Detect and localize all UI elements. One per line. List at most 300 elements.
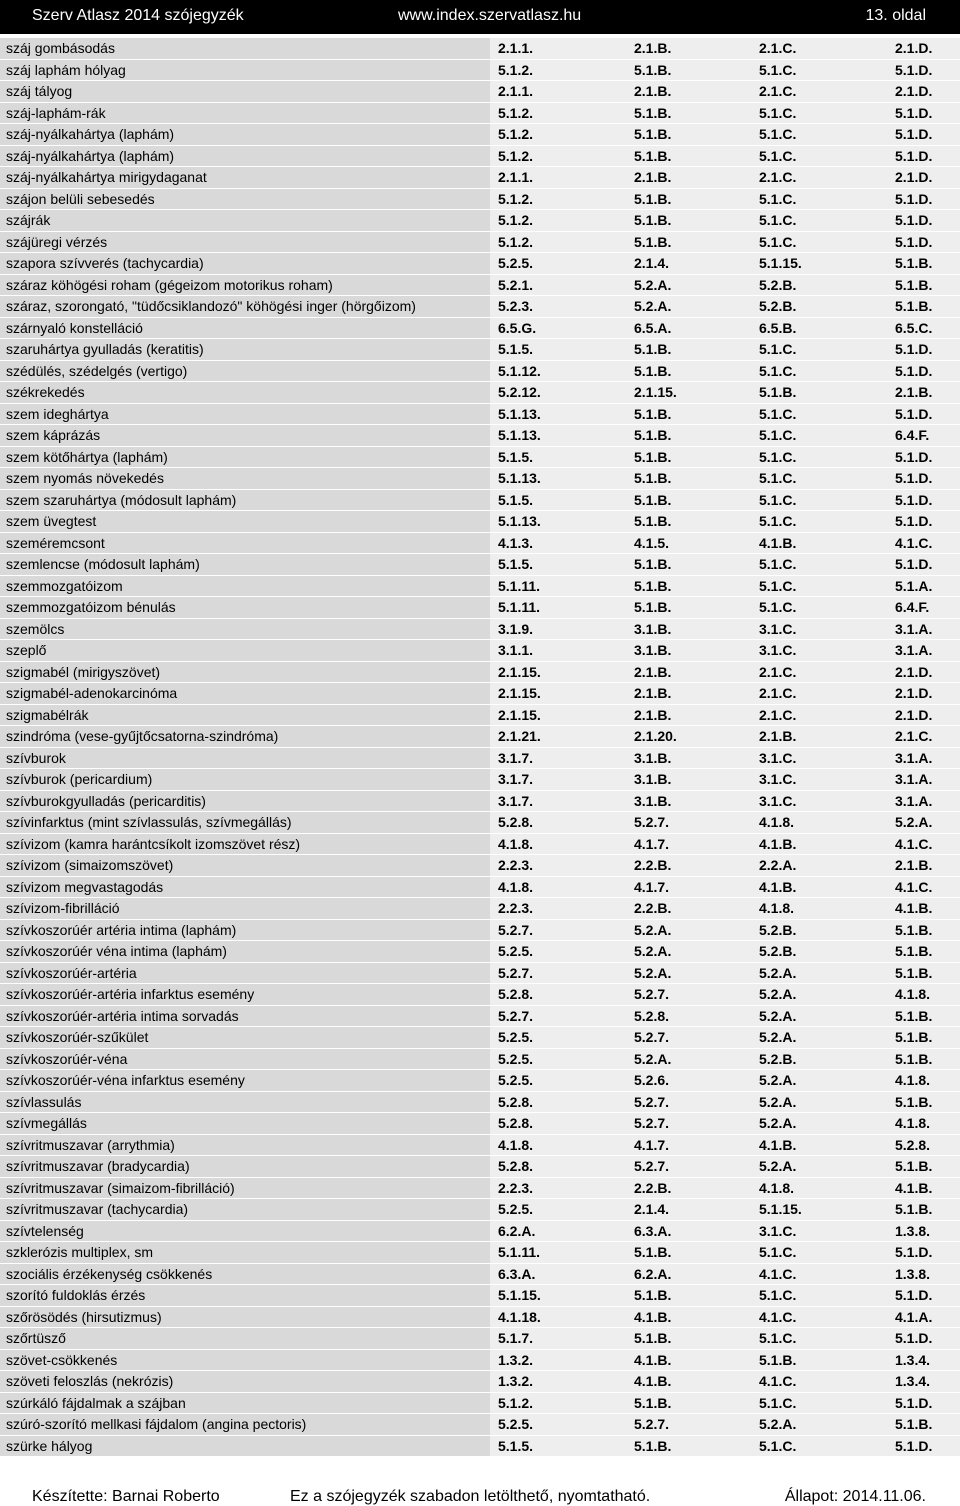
code-cell-1: 3.1.1. <box>490 640 598 662</box>
term-cell: szindróma (vese-gyűjtőcsatorna-szindróma) <box>0 726 490 748</box>
code-cell-4: 2.1.D. <box>835 661 960 683</box>
term-cell: szívmegállás <box>0 1113 490 1135</box>
term-cell: szklerózis multiplex, sm <box>0 1242 490 1264</box>
table-row <box>0 532 960 554</box>
term-cell: szemmozgatóizom <box>0 575 490 597</box>
code-cell-3: 4.1.B. <box>715 1134 835 1156</box>
code-cell-1: 3.1.7. <box>490 769 598 791</box>
code-cell-4: 1.3.8. <box>835 1220 960 1242</box>
code-cell-2: 2.2.B. <box>598 1177 715 1199</box>
code-cell-2: 5.2.7. <box>598 1091 715 1113</box>
term-cell: szemlencse (módosult laphám) <box>0 554 490 576</box>
code-cell-1: 5.2.5. <box>490 1027 598 1049</box>
term-cell: szívkoszorúér véna intima (laphám) <box>0 941 490 963</box>
term-cell: szapora szívverés (tachycardia) <box>0 253 490 275</box>
code-cell-4: 5.1.B. <box>835 919 960 941</box>
table-row <box>0 1091 960 1113</box>
table-row <box>0 231 960 253</box>
code-cell-2: 2.1.B. <box>598 167 715 189</box>
code-cell-1: 2.1.1. <box>490 167 598 189</box>
code-cell-1: 5.1.12. <box>490 360 598 382</box>
code-cell-3: 5.1.15. <box>715 253 835 275</box>
code-cell-2: 5.2.8. <box>598 1005 715 1027</box>
code-cell-4: 4.1.B. <box>835 1177 960 1199</box>
table-row <box>0 468 960 490</box>
code-cell-1: 5.1.2. <box>490 188 598 210</box>
table-row <box>0 124 960 146</box>
code-cell-1: 5.2.12. <box>490 382 598 404</box>
code-cell-2: 2.1.B. <box>598 38 715 59</box>
code-cell-4: 5.1.D. <box>835 360 960 382</box>
table-row <box>0 747 960 769</box>
code-cell-3: 5.1.C. <box>715 339 835 361</box>
table-row <box>0 1306 960 1328</box>
table-row <box>0 382 960 404</box>
code-cell-3: 3.1.C. <box>715 618 835 640</box>
code-cell-3: 2.1.C. <box>715 38 835 59</box>
code-cell-1: 5.1.13. <box>490 511 598 533</box>
table-row <box>0 726 960 748</box>
code-cell-2: 5.1.B. <box>598 511 715 533</box>
table-row <box>0 489 960 511</box>
term-cell: szem ideghártya <box>0 403 490 425</box>
table-row <box>0 1113 960 1135</box>
code-cell-4: 5.1.D. <box>835 1392 960 1414</box>
code-cell-4: 5.1.D. <box>835 124 960 146</box>
term-cell: szaruhártya gyulladás (keratitis) <box>0 339 490 361</box>
code-cell-1: 4.1.18. <box>490 1306 598 1328</box>
table-row <box>0 898 960 920</box>
table-row <box>0 1414 960 1436</box>
code-cell-4: 4.1.C. <box>835 833 960 855</box>
footer-author: Készítette: Barnai Roberto <box>32 1488 220 1505</box>
code-cell-2: 5.2.7. <box>598 1027 715 1049</box>
code-cell-4: 5.1.B. <box>835 941 960 963</box>
code-cell-3: 3.1.C. <box>715 790 835 812</box>
code-cell-4: 2.1.D. <box>835 38 960 59</box>
code-cell-4: 5.1.D. <box>835 1285 960 1307</box>
header-page-number: 13. oldal <box>865 7 926 24</box>
code-cell-1: 4.1.8. <box>490 876 598 898</box>
table-row <box>0 1134 960 1156</box>
table-row <box>0 210 960 232</box>
term-cell: szemölcs <box>0 618 490 640</box>
table-row <box>0 360 960 382</box>
term-cell: szívtelenség <box>0 1220 490 1242</box>
table-row <box>0 597 960 619</box>
table-row <box>0 855 960 877</box>
code-cell-4: 3.1.A. <box>835 640 960 662</box>
code-cell-4: 5.1.B. <box>835 1414 960 1436</box>
code-cell-1: 5.1.5. <box>490 1435 598 1457</box>
term-cell: szívritmuszavar (bradycardia) <box>0 1156 490 1178</box>
code-cell-3: 2.1.C. <box>715 704 835 726</box>
code-cell-3: 5.2.A. <box>715 1091 835 1113</box>
code-cell-3: 5.1.C. <box>715 489 835 511</box>
term-cell: száj laphám hólyag <box>0 59 490 81</box>
code-cell-4: 4.1.C. <box>835 876 960 898</box>
code-cell-1: 5.1.2. <box>490 124 598 146</box>
term-cell: szívkoszorúér-véna infarktus esemény <box>0 1070 490 1092</box>
table-row <box>0 253 960 275</box>
table-row <box>0 145 960 167</box>
code-cell-1: 5.1.13. <box>490 425 598 447</box>
table-row <box>0 1328 960 1350</box>
term-cell: szívkoszorúér-artéria <box>0 962 490 984</box>
table-row <box>0 618 960 640</box>
code-cell-3: 2.1.C. <box>715 167 835 189</box>
term-cell: szemmozgatóizom bénulás <box>0 597 490 619</box>
term-cell: szívkoszorúér-artéria intima sorvadás <box>0 1005 490 1027</box>
code-cell-1: 5.1.2. <box>490 145 598 167</box>
term-cell: szem kötőhártya (laphám) <box>0 446 490 468</box>
table-row <box>0 188 960 210</box>
code-cell-2: 5.2.A. <box>598 274 715 296</box>
code-cell-2: 4.1.7. <box>598 1134 715 1156</box>
code-cell-3: 4.1.C. <box>715 1371 835 1393</box>
term-cell: szívizom megvastagodás <box>0 876 490 898</box>
code-cell-3: 5.1.C. <box>715 124 835 146</box>
table-row <box>0 102 960 124</box>
table-row <box>0 1048 960 1070</box>
table-row <box>0 1070 960 1092</box>
code-cell-2: 5.1.B. <box>598 231 715 253</box>
code-cell-3: 5.2.B. <box>715 274 835 296</box>
glossary-table <box>0 38 960 1457</box>
code-cell-2: 3.1.B. <box>598 618 715 640</box>
code-cell-2: 5.1.B. <box>598 145 715 167</box>
code-cell-4: 3.1.A. <box>835 618 960 640</box>
code-cell-1: 5.2.5. <box>490 1414 598 1436</box>
code-cell-3: 5.1.C. <box>715 360 835 382</box>
code-cell-1: 5.1.5. <box>490 554 598 576</box>
code-cell-3: 5.1.C. <box>715 210 835 232</box>
term-cell: száj-nyálkahártya mirigydaganat <box>0 167 490 189</box>
table-row <box>0 812 960 834</box>
code-cell-2: 5.1.B. <box>598 1392 715 1414</box>
code-cell-2: 5.1.B. <box>598 124 715 146</box>
code-cell-1: 2.2.3. <box>490 898 598 920</box>
term-cell: szívkoszorúér-artéria infarktus esemény <box>0 984 490 1006</box>
table-row <box>0 425 960 447</box>
table-row <box>0 446 960 468</box>
code-cell-2: 2.1.15. <box>598 382 715 404</box>
code-cell-4: 6.4.F. <box>835 597 960 619</box>
code-cell-1: 3.1.7. <box>490 790 598 812</box>
code-cell-2: 6.3.A. <box>598 1220 715 1242</box>
footer-status: Állapot: 2014.11.06. <box>784 1488 926 1505</box>
code-cell-4: 5.1.B. <box>835 962 960 984</box>
code-cell-4: 4.1.8. <box>835 1070 960 1092</box>
code-cell-2: 2.1.B. <box>598 704 715 726</box>
term-cell: száj gombásodás <box>0 38 490 59</box>
table-row <box>0 876 960 898</box>
code-cell-1: 2.2.3. <box>490 855 598 877</box>
code-cell-1: 3.1.7. <box>490 747 598 769</box>
code-cell-2: 2.1.20. <box>598 726 715 748</box>
table-row <box>0 683 960 705</box>
code-cell-3: 5.2.B. <box>715 296 835 318</box>
term-cell: szívizom-fibrilláció <box>0 898 490 920</box>
code-cell-2: 5.1.B. <box>598 188 715 210</box>
term-cell: szeméremcsont <box>0 532 490 554</box>
code-cell-2: 4.1.B. <box>598 1306 715 1328</box>
code-cell-4: 5.1.B. <box>835 1199 960 1221</box>
code-cell-1: 4.1.8. <box>490 833 598 855</box>
code-cell-2: 3.1.B. <box>598 790 715 812</box>
code-cell-3: 2.1.B. <box>715 726 835 748</box>
code-cell-1: 5.1.5. <box>490 339 598 361</box>
code-cell-3: 5.2.B. <box>715 941 835 963</box>
code-cell-4: 2.1.B. <box>835 855 960 877</box>
code-cell-1: 5.1.13. <box>490 403 598 425</box>
code-cell-4: 6.4.F. <box>835 425 960 447</box>
code-cell-4: 5.2.A. <box>835 812 960 834</box>
code-cell-2: 2.1.B. <box>598 683 715 705</box>
code-cell-2: 4.1.7. <box>598 833 715 855</box>
term-cell: szorító fuldoklás érzés <box>0 1285 490 1307</box>
code-cell-2: 4.1.B. <box>598 1349 715 1371</box>
code-cell-1: 5.2.7. <box>490 962 598 984</box>
code-cell-2: 5.1.B. <box>598 554 715 576</box>
code-cell-4: 5.1.A. <box>835 575 960 597</box>
term-cell: száraz köhögési roham (gégeizom motorikus roham) <box>0 274 490 296</box>
header-url[interactable]: www.index.szervatlasz.hu <box>398 7 582 24</box>
code-cell-1: 5.2.5. <box>490 1048 598 1070</box>
code-cell-3: 5.1.C. <box>715 511 835 533</box>
code-cell-2: 5.2.6. <box>598 1070 715 1092</box>
table-row <box>0 833 960 855</box>
term-cell: száraz, szorongató, "tüdőcsiklandozó" köhögési inger (hörgőizom) <box>0 296 490 318</box>
code-cell-4: 5.1.D. <box>835 1242 960 1264</box>
code-cell-2: 5.1.B. <box>598 597 715 619</box>
code-cell-4: 5.1.D. <box>835 1328 960 1350</box>
code-cell-4: 5.1.D. <box>835 468 960 490</box>
term-cell: szívritmuszavar (arrythmia) <box>0 1134 490 1156</box>
code-cell-4: 5.1.D. <box>835 511 960 533</box>
code-cell-1: 5.1.11. <box>490 1242 598 1264</box>
code-cell-3: 5.2.A. <box>715 1113 835 1135</box>
term-cell: szívritmuszavar (simaizom-fibrilláció) <box>0 1177 490 1199</box>
code-cell-2: 5.2.A. <box>598 296 715 318</box>
term-cell: szívkoszorúér artéria intima (laphám) <box>0 919 490 941</box>
code-cell-1: 6.5.G. <box>490 317 598 339</box>
code-cell-2: 5.1.B. <box>598 489 715 511</box>
code-cell-3: 5.2.B. <box>715 919 835 941</box>
code-cell-1: 5.2.8. <box>490 1113 598 1135</box>
table-row <box>0 704 960 726</box>
code-cell-3: 5.1.C. <box>715 102 835 124</box>
code-cell-4: 2.1.D. <box>835 81 960 103</box>
code-cell-3: 3.1.C. <box>715 747 835 769</box>
term-cell: szőrtüsző <box>0 1328 490 1350</box>
code-cell-1: 5.1.2. <box>490 59 598 81</box>
code-cell-3: 2.2.A. <box>715 855 835 877</box>
page-header <box>0 0 960 34</box>
code-cell-4: 5.1.D. <box>835 1435 960 1457</box>
code-cell-2: 5.1.B. <box>598 575 715 597</box>
code-cell-3: 4.1.8. <box>715 1177 835 1199</box>
code-cell-3: 3.1.C. <box>715 640 835 662</box>
code-cell-1: 5.2.8. <box>490 1091 598 1113</box>
table-row <box>0 1349 960 1371</box>
code-cell-1: 5.1.2. <box>490 210 598 232</box>
code-cell-3: 4.1.B. <box>715 833 835 855</box>
code-cell-4: 2.1.C. <box>835 726 960 748</box>
code-cell-4: 5.1.B. <box>835 1156 960 1178</box>
code-cell-3: 5.2.A. <box>715 1070 835 1092</box>
code-cell-1: 1.3.2. <box>490 1371 598 1393</box>
code-cell-3: 5.1.C. <box>715 188 835 210</box>
table-row <box>0 661 960 683</box>
code-cell-4: 5.1.B. <box>835 274 960 296</box>
code-cell-1: 5.2.5. <box>490 1070 598 1092</box>
code-cell-4: 5.1.D. <box>835 339 960 361</box>
code-cell-4: 5.1.B. <box>835 1048 960 1070</box>
code-cell-3: 2.1.C. <box>715 661 835 683</box>
term-cell: szárnyaló konstelláció <box>0 317 490 339</box>
code-cell-2: 2.2.B. <box>598 855 715 877</box>
code-cell-4: 5.1.D. <box>835 210 960 232</box>
term-cell: szúrkáló fájdalmak a szájban <box>0 1392 490 1414</box>
code-cell-1: 6.3.A. <box>490 1263 598 1285</box>
table-row <box>0 274 960 296</box>
code-cell-1: 5.2.5. <box>490 253 598 275</box>
code-cell-3: 5.2.A. <box>715 1156 835 1178</box>
code-cell-2: 5.2.7. <box>598 1113 715 1135</box>
code-cell-3: 4.1.8. <box>715 898 835 920</box>
code-cell-1: 5.1.2. <box>490 102 598 124</box>
term-cell: száj-nyálkahártya (laphám) <box>0 124 490 146</box>
code-cell-1: 5.2.7. <box>490 919 598 941</box>
term-cell: szociális érzékenység csökkenés <box>0 1263 490 1285</box>
term-cell: szem nyomás növekedés <box>0 468 490 490</box>
code-cell-1: 5.1.2. <box>490 1392 598 1414</box>
code-cell-1: 5.1.2. <box>490 231 598 253</box>
table-row <box>0 1220 960 1242</box>
table-row <box>0 1285 960 1307</box>
code-cell-2: 3.1.B. <box>598 747 715 769</box>
table-row <box>0 640 960 662</box>
table-row <box>0 1177 960 1199</box>
term-cell: szívburok <box>0 747 490 769</box>
term-cell: szívritmuszavar (tachycardia) <box>0 1199 490 1221</box>
code-cell-3: 5.1.C. <box>715 403 835 425</box>
term-cell: szúró-szorító mellkasi fájdalom (angina pectoris) <box>0 1414 490 1436</box>
code-cell-1: 5.2.8. <box>490 1156 598 1178</box>
term-cell: szem üvegtest <box>0 511 490 533</box>
code-cell-4: 5.1.D. <box>835 231 960 253</box>
code-cell-3: 5.1.C. <box>715 554 835 576</box>
code-cell-2: 5.1.B. <box>598 1435 715 1457</box>
table-row <box>0 1435 960 1457</box>
code-cell-1: 5.1.5. <box>490 489 598 511</box>
term-cell: szájon belüli sebesedés <box>0 188 490 210</box>
code-cell-3: 4.1.B. <box>715 532 835 554</box>
code-cell-4: 5.1.B. <box>835 253 960 275</box>
code-cell-4: 5.2.8. <box>835 1134 960 1156</box>
code-cell-1: 5.2.1. <box>490 274 598 296</box>
term-cell: szívizom (kamra harántcsíkolt izomszövet rész) <box>0 833 490 855</box>
code-cell-3: 5.1.C. <box>715 231 835 253</box>
table-row <box>0 1005 960 1027</box>
code-cell-1: 5.2.8. <box>490 984 598 1006</box>
code-cell-2: 3.1.B. <box>598 640 715 662</box>
code-cell-4: 2.1.D. <box>835 704 960 726</box>
code-cell-2: 6.2.A. <box>598 1263 715 1285</box>
code-cell-4: 2.1.D. <box>835 167 960 189</box>
term-cell: szőrösödés (hirsutizmus) <box>0 1306 490 1328</box>
code-cell-3: 5.1.C. <box>715 1242 835 1264</box>
code-cell-2: 5.2.A. <box>598 919 715 941</box>
code-cell-2: 5.1.B. <box>598 59 715 81</box>
table-row <box>0 59 960 81</box>
term-cell: szem káprázás <box>0 425 490 447</box>
term-cell: szigmabél-adenokarcinóma <box>0 683 490 705</box>
code-cell-4: 2.1.B. <box>835 382 960 404</box>
code-cell-4: 4.1.8. <box>835 1113 960 1135</box>
code-cell-3: 5.2.B. <box>715 1048 835 1070</box>
code-cell-2: 5.1.B. <box>598 210 715 232</box>
code-cell-3: 5.1.C. <box>715 468 835 490</box>
table-row <box>0 38 960 59</box>
table-row <box>0 1392 960 1414</box>
term-cell: szájrák <box>0 210 490 232</box>
code-cell-2: 5.1.B. <box>598 446 715 468</box>
table-row <box>0 941 960 963</box>
code-cell-4: 3.1.A. <box>835 790 960 812</box>
code-cell-2: 5.1.B. <box>598 1328 715 1350</box>
code-cell-4: 5.1.B. <box>835 296 960 318</box>
code-cell-2: 2.1.4. <box>598 1199 715 1221</box>
code-cell-3: 4.1.C. <box>715 1263 835 1285</box>
table-row <box>0 790 960 812</box>
code-cell-3: 4.1.B. <box>715 876 835 898</box>
table-row <box>0 1156 960 1178</box>
code-cell-2: 5.1.B. <box>598 1285 715 1307</box>
code-cell-4: 3.1.A. <box>835 769 960 791</box>
code-cell-3: 3.1.C. <box>715 1220 835 1242</box>
code-cell-1: 2.1.15. <box>490 661 598 683</box>
code-cell-2: 4.1.7. <box>598 876 715 898</box>
table-row <box>0 167 960 189</box>
table-row <box>0 575 960 597</box>
code-cell-4: 5.1.D. <box>835 489 960 511</box>
table-row <box>0 1371 960 1393</box>
term-cell: száj-laphám-rák <box>0 102 490 124</box>
code-cell-4: 4.1.B. <box>835 898 960 920</box>
code-cell-2: 5.2.A. <box>598 962 715 984</box>
code-cell-3: 5.1.15. <box>715 1199 835 1221</box>
term-cell: szívizom (simaizomszövet) <box>0 855 490 877</box>
code-cell-3: 5.1.C. <box>715 59 835 81</box>
code-cell-4: 2.1.D. <box>835 683 960 705</box>
code-cell-1: 2.1.1. <box>490 38 598 59</box>
table-row <box>0 296 960 318</box>
code-cell-3: 5.1.C. <box>715 145 835 167</box>
code-cell-1: 5.1.11. <box>490 597 598 619</box>
code-cell-1: 5.1.15. <box>490 1285 598 1307</box>
code-cell-3: 5.1.B. <box>715 382 835 404</box>
table-row <box>0 1242 960 1264</box>
code-cell-3: 5.1.C. <box>715 1328 835 1350</box>
code-cell-3: 5.1.C. <box>715 575 835 597</box>
code-cell-2: 4.1.5. <box>598 532 715 554</box>
code-cell-3: 5.1.C. <box>715 1435 835 1457</box>
code-cell-4: 1.3.8. <box>835 1263 960 1285</box>
code-cell-4: 5.1.B. <box>835 1005 960 1027</box>
code-cell-4: 3.1.A. <box>835 747 960 769</box>
